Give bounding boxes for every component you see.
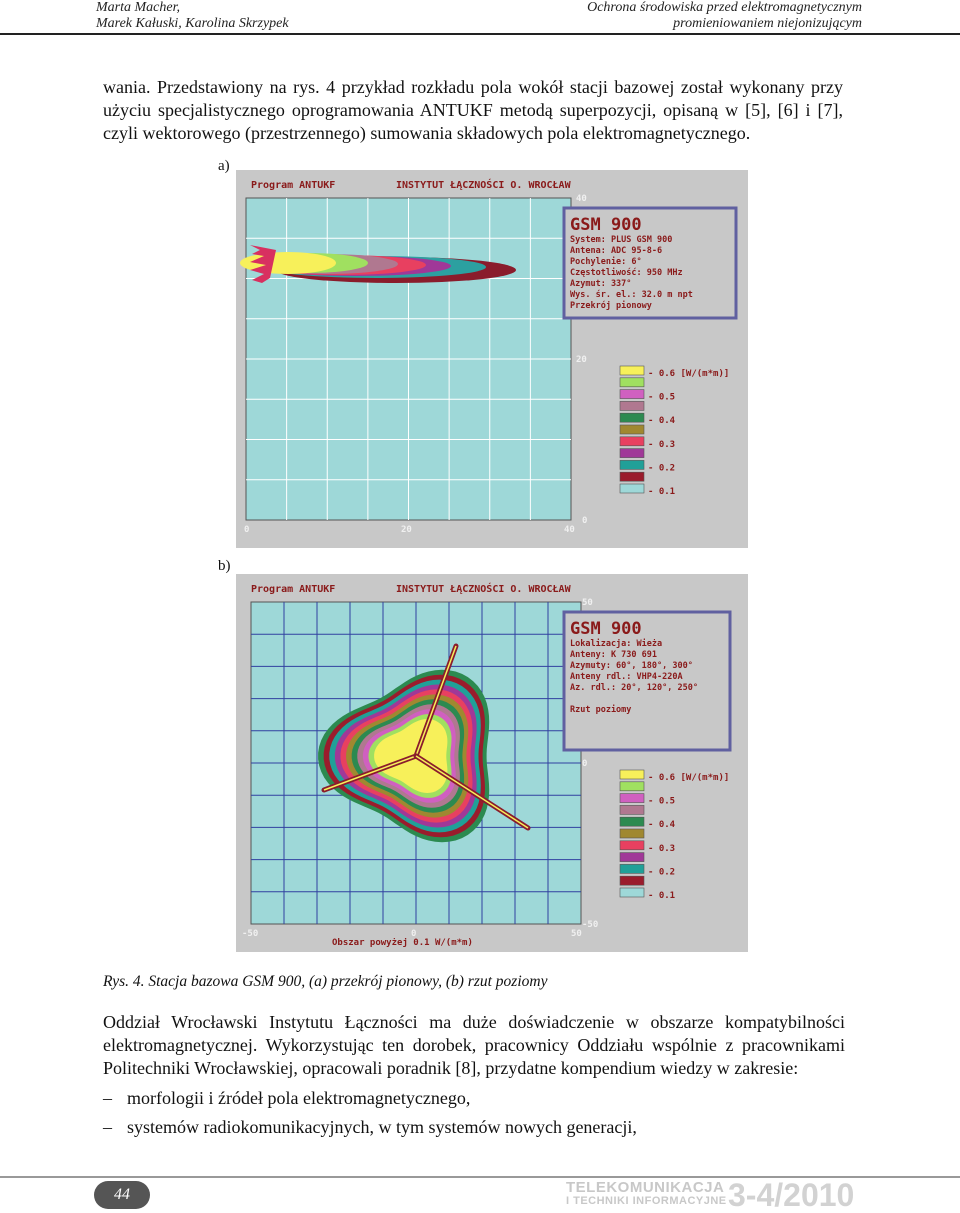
header-title-line-1: Ochrona środowiska przed elektromagnetycznym bbox=[587, 0, 862, 15]
legend-label: - 0.2 bbox=[648, 867, 676, 878]
figure-a-xtick-2: 20 bbox=[401, 525, 412, 535]
legend-swatch bbox=[620, 770, 644, 779]
legend-swatch bbox=[620, 864, 644, 873]
figure-b-axis-bottom: -50 bbox=[582, 920, 599, 930]
info-line: Antena: ADC 95-8-6 bbox=[570, 246, 663, 256]
figure-b-xtick-1: -50 bbox=[242, 929, 259, 939]
legend-swatch bbox=[620, 805, 644, 814]
journal-brand-line-2: I TECHNIKI INFORMACYJNE bbox=[566, 1195, 727, 1207]
legend-swatch bbox=[620, 841, 644, 850]
legend-swatch bbox=[620, 437, 644, 446]
figure-b-institute: INSTYTUT ŁĄCZNOŚCI O. WROCŁAW bbox=[396, 584, 571, 595]
legend-swatch bbox=[620, 472, 644, 481]
legend-label: - 0.1 bbox=[648, 487, 676, 497]
legend-swatch bbox=[620, 829, 644, 838]
paragraph-intro: wania. Przedstawiony na rys. 4 przykład rozkładu pola wokół stacji bazowej został wykonany przy użyciu specjalistycznego oprogramowania ANTUKF metodą superpozycji, opisaną w [5], [6] i [7], czyli wektorowego (przestrzennego) sumowania składowych pola elektromagnetycznego. bbox=[103, 77, 843, 143]
journal-brand bbox=[566, 1180, 727, 1208]
figure-a-xtick-3: 40 bbox=[564, 525, 575, 535]
header-rule bbox=[0, 33, 960, 35]
figure-b-label: b) bbox=[218, 558, 231, 574]
figure-b-program: Program ANTUKF bbox=[251, 584, 336, 595]
header-title-line-2: promieniowaniem niejonizującym bbox=[673, 16, 862, 31]
legend-swatch bbox=[620, 782, 644, 791]
bullet-item bbox=[103, 1087, 470, 1110]
info-line: Wys. śr. el.: 32.0 m npt bbox=[570, 290, 693, 300]
figure-a-axis-top: 40 bbox=[576, 194, 587, 204]
legend-swatch bbox=[620, 378, 644, 387]
legend-swatch bbox=[620, 425, 644, 434]
figure-caption: Rys. 4. Stacja bazowa GSM 900, (a) przekrój pionowy, (b) rzut poziomy bbox=[103, 973, 548, 990]
figure-b bbox=[236, 574, 748, 952]
legend-label: - 0.5 bbox=[648, 796, 676, 807]
info-line: System: PLUS GSM 900 bbox=[570, 235, 673, 245]
figure-b-title: GSM 900 bbox=[570, 619, 642, 639]
legend-swatch bbox=[620, 366, 644, 375]
header-author-line-2: Marek Kałuski, Karolina Skrzypek bbox=[96, 16, 289, 31]
legend-swatch bbox=[620, 794, 644, 803]
legend-label: - 0.4 bbox=[648, 820, 676, 831]
legend-swatch bbox=[620, 401, 644, 410]
info-line: Azymut: 337° bbox=[570, 279, 632, 289]
info-line: Rzut poziomy bbox=[570, 705, 632, 715]
journal-issue: 3-4/2010 bbox=[728, 1177, 855, 1213]
info-line: Anteny: K 730 691 bbox=[570, 650, 657, 660]
paragraph-body: Oddział Wrocławski Instytutu Łączności ma duże doświadczenie w obszarze kompatybilności elektromagnetycznej. Wykorzystując ten dorobek, pracownicy Oddziału wspólnie z pracownikami Politechniki Wrocławskiej, opracowali poradnik [8], przydatne kompendium wiedzy w zakresie: bbox=[103, 1012, 845, 1078]
figure-b-footer-note: Obszar powyżej 0.1 W/(m*m) bbox=[332, 938, 473, 948]
legend-label: - 0.5 bbox=[648, 392, 676, 403]
figure-b-xtick-2: 0 bbox=[411, 929, 417, 939]
legend-label: - 0.3 bbox=[648, 439, 676, 450]
figure-a bbox=[236, 170, 748, 548]
legend-swatch bbox=[620, 460, 644, 469]
legend-swatch bbox=[620, 413, 644, 422]
page-number: 44 bbox=[94, 1181, 150, 1209]
figure-a-axis-mid: 20 bbox=[576, 355, 587, 365]
info-line: Azymuty: 60°, 180°, 300° bbox=[570, 661, 693, 671]
info-line: Anteny rdl.: VHP4-220A bbox=[570, 672, 683, 682]
legend-label: - 0.2 bbox=[648, 463, 676, 474]
header-authors bbox=[96, 0, 289, 32]
legend-swatch bbox=[620, 390, 644, 399]
info-line: Az. rdl.: 20°, 120°, 250° bbox=[570, 683, 698, 693]
figure-b-xtick-3: 50 bbox=[571, 929, 582, 939]
figure-a-label: a) bbox=[218, 158, 230, 174]
figure-a-institute: INSTYTUT ŁĄCZNOŚCI O. WROCŁAW bbox=[396, 180, 571, 191]
legend-swatch bbox=[620, 888, 644, 897]
figure-b-axis-top: 50 bbox=[582, 598, 593, 608]
legend-swatch bbox=[620, 876, 644, 885]
bullet-item bbox=[103, 1116, 637, 1139]
legend-swatch bbox=[620, 449, 644, 458]
figure-b-axis-mid: 0 bbox=[582, 759, 588, 769]
bullet-marker: – bbox=[103, 1117, 112, 1137]
info-line: Przekrój pionowy bbox=[570, 301, 652, 311]
info-line: Częstotliwość: 950 MHz bbox=[570, 268, 683, 278]
info-line: Pochylenie: 6° bbox=[570, 257, 642, 267]
legend-swatch bbox=[620, 817, 644, 826]
legend-label: - 0.1 bbox=[648, 891, 676, 901]
legend-label: - 0.6 [W/(m*m)] bbox=[648, 773, 730, 783]
legend-label: - 0.6 [W/(m*m)] bbox=[648, 369, 730, 379]
figure-a-program: Program ANTUKF bbox=[251, 180, 336, 191]
journal-brand-line-1: TELEKOMUNIKACJA bbox=[566, 1179, 725, 1196]
header-title bbox=[587, 0, 862, 32]
legend-swatch bbox=[620, 853, 644, 862]
legend-swatch bbox=[620, 484, 644, 493]
bullet-marker: – bbox=[103, 1088, 112, 1108]
figure-a-title: GSM 900 bbox=[570, 215, 642, 235]
bullet-text: systemów radiokomunikacyjnych, w tym systemów nowych generacji, bbox=[127, 1117, 637, 1137]
figure-a-xtick-1: 0 bbox=[244, 525, 250, 535]
bullet-text: morfologii i źródeł pola elektromagnetycznego, bbox=[127, 1088, 471, 1108]
legend-label: - 0.4 bbox=[648, 416, 676, 427]
running-header bbox=[0, 0, 960, 34]
info-line: Lokalizacja: Wieża bbox=[570, 639, 663, 649]
figure-a-axis-bottom: 0 bbox=[582, 516, 588, 526]
legend-label: - 0.3 bbox=[648, 843, 676, 854]
header-author-line-1: Marta Macher, bbox=[96, 0, 180, 15]
